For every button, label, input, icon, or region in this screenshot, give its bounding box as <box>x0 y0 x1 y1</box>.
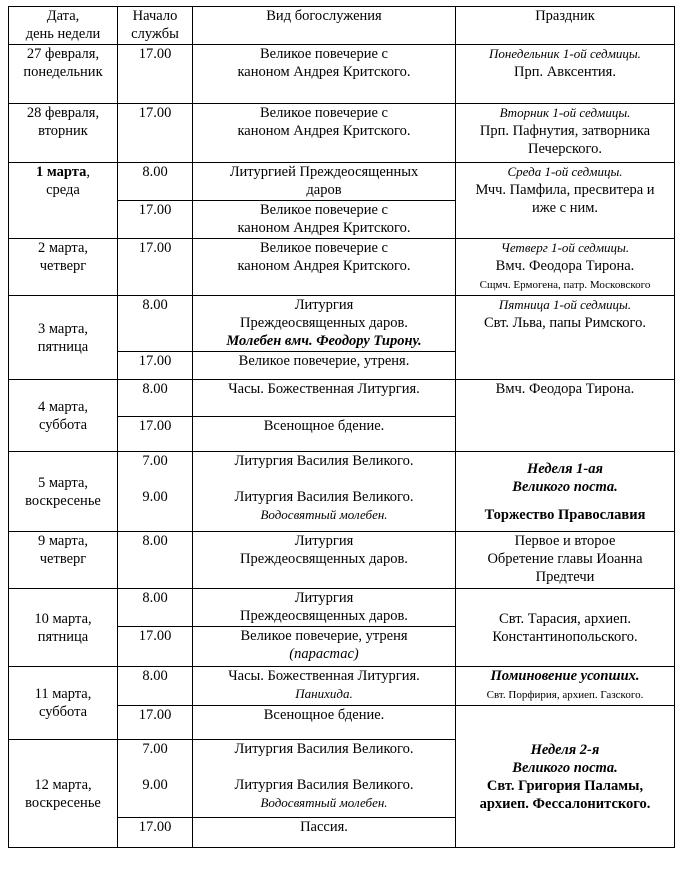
feast-cell: Свт. Тарасия, архиеп. Константинопольского. <box>456 589 675 667</box>
table-row <box>9 532 675 589</box>
service-cell: Великое повечерие с каноном Андрея Критского. <box>193 45 456 104</box>
service-cell: Великое повечерие с каноном Андрея Критского. <box>193 239 456 296</box>
time-cell: 8.00 <box>118 296 193 352</box>
time-cell: 8.00 <box>118 380 193 417</box>
header-date: Дата, день недели <box>9 7 118 45</box>
service-cell: Литургией Преждеосященных даров <box>193 163 456 201</box>
table-row <box>9 45 675 104</box>
time-cell: 17.00 <box>118 201 193 239</box>
table-row <box>9 667 675 706</box>
date-cell: 3 марта, пятница <box>9 296 118 380</box>
feast-cell: Вторник 1-ой седмицы. Прп. Пафнутия, затворника Печерского. <box>456 104 675 163</box>
date-cell: 4 марта, суббота <box>9 380 118 452</box>
service-cell: Великое повечерие с каноном Андрея Критского. <box>193 201 456 239</box>
header-row <box>9 7 675 45</box>
table-row <box>9 163 675 201</box>
table-row <box>9 239 675 296</box>
time-cell: 17.00 <box>118 239 193 296</box>
date-cell: 11 марта, суббота <box>9 667 118 740</box>
date-cell: 1 марта, среда <box>9 163 118 239</box>
date-cell: 12 марта, воскресенье <box>9 740 118 848</box>
feast-cell: Понедельник 1-ой седмицы. Прп. Авксентия. <box>456 45 675 104</box>
time-cell: 17.00 <box>118 818 193 848</box>
date-cell: 2 марта, четверг <box>9 239 118 296</box>
time-cell: 8.00 <box>118 163 193 201</box>
time-cell: 17.00 <box>118 45 193 104</box>
service-cell: Литургия Василия Великого. Литургия Василия Великого. Водосвятный молебен. <box>193 452 456 532</box>
service-cell: Всенощное бдение. <box>193 417 456 452</box>
date-cell: 10 марта, пятница <box>9 589 118 667</box>
header-service: Вид богослужения <box>193 7 456 45</box>
feast-cell: Неделя 2-я Великого поста. Свт. Григория Паламы, архиеп. Фессалонитского. <box>456 706 675 848</box>
header-feast: Праздник <box>456 7 675 45</box>
time-cell: 17.00 <box>118 627 193 667</box>
table-row <box>9 452 675 532</box>
service-cell: Литургия Преждеосвященных даров. Молебен вмч. Феодору Тирону. <box>193 296 456 352</box>
time-cell: 17.00 <box>118 706 193 740</box>
service-cell: Великое повечерие, утреня (парастас) <box>193 627 456 667</box>
table-row <box>9 589 675 627</box>
service-cell: Часы. Божественная Литургия. <box>193 380 456 417</box>
table-row <box>9 104 675 163</box>
time-cell: 17.00 <box>118 417 193 452</box>
feast-cell: Первое и второе Обретение главы Иоанна Предтечи <box>456 532 675 589</box>
time-cell: 17.00 <box>118 352 193 380</box>
feast-cell: Поминовение усопших. Свт. Порфирия, архиеп. Газского. <box>456 667 675 706</box>
time-cell: 7.00 9.00 <box>118 740 193 818</box>
time-cell: 8.00 <box>118 667 193 706</box>
date-cell: 5 марта, воскресенье <box>9 452 118 532</box>
service-cell: Часы. Божественная Литургия. Панихида. <box>193 667 456 706</box>
time-cell: 8.00 <box>118 589 193 627</box>
service-cell: Литургия Василия Великого. Литургия Василия Великого. Водосвятный молебен. <box>193 740 456 818</box>
time-cell: 8.00 <box>118 532 193 589</box>
date-cell: 27 февраля, понедельник <box>9 45 118 104</box>
feast-cell: Среда 1-ой седмицы. Мчч. Памфила, пресвитера и иже с ним. <box>456 163 675 239</box>
table-row <box>9 380 675 417</box>
feast-cell: Пятница 1-ой седмицы. Свт. Льва, папы Римского. <box>456 296 675 380</box>
service-cell: Великое повечерие, утреня. <box>193 352 456 380</box>
time-cell: 17.00 <box>118 104 193 163</box>
time-cell: 7.00 9.00 <box>118 452 193 532</box>
date-cell: 9 марта, четверг <box>9 532 118 589</box>
schedule-table <box>8 6 675 848</box>
feast-cell: Вмч. Феодора Тирона. <box>456 380 675 452</box>
feast-cell: Четверг 1-ой седмицы. Вмч. Феодора Тирона. Сщмч. Ермогена, патр. Московского <box>456 239 675 296</box>
service-cell: Всенощное бдение. <box>193 706 456 740</box>
feast-cell: Неделя 1-ая Великого поста. Торжество Православия <box>456 452 675 532</box>
service-cell: Литургия Преждеосвященных даров. <box>193 589 456 627</box>
table-row <box>9 296 675 352</box>
service-cell: Великое повечерие с каноном Андрея Критского. <box>193 104 456 163</box>
date-cell: 28 февраля, вторник <box>9 104 118 163</box>
service-cell: Литургия Преждеосвященных даров. <box>193 532 456 589</box>
service-cell: Пассия. <box>193 818 456 848</box>
header-start-time: Начало службы <box>118 7 193 45</box>
